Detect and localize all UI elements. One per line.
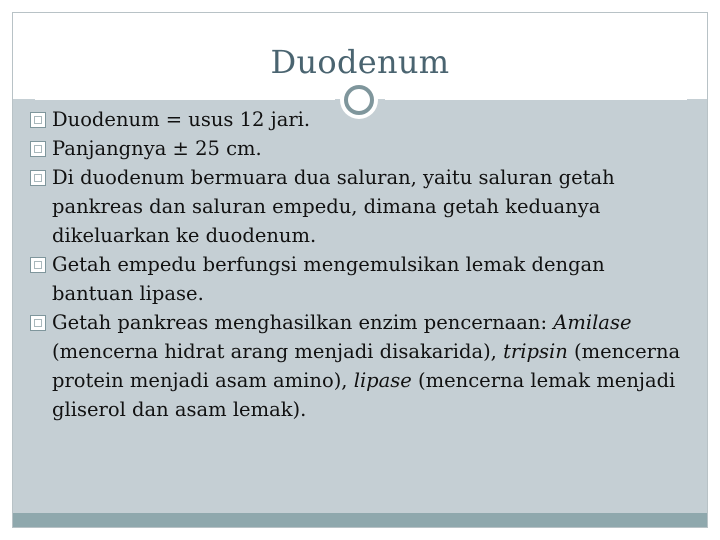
enzyme-tripsin-desc: (mencerna protein menjadi asam amino), <box>52 340 681 392</box>
divider-line-right <box>385 99 687 100</box>
enzyme-tripsin: tripsin <box>503 340 568 363</box>
slide-title: Duodenum <box>270 43 450 81</box>
list-item-text: Di duodenum bermuara dua saluran, yaitu saluran getah pankreas dan saluran empedu, dimana getah keduanya dikeluarkan ke duodenum. <box>52 166 615 247</box>
bullet-list <box>30 105 690 424</box>
list-item <box>30 308 690 424</box>
bullet-icon <box>30 141 46 157</box>
list-item-text: Panjangnya ± 25 cm. <box>52 137 262 160</box>
enzyme-lipase: lipase <box>353 369 412 392</box>
bullet-icon <box>30 170 46 186</box>
enzyme-amilase: Amilase <box>553 311 632 334</box>
list-item <box>30 250 690 308</box>
list-item <box>30 134 690 163</box>
list-item-text: Duodenum = usus 12 jari. <box>52 108 311 131</box>
list-item <box>30 163 690 250</box>
enzyme-lipase-desc: (mencerna lemak menjadi gliserol dan asam lemak). <box>52 369 676 421</box>
divider-line-left <box>35 99 335 100</box>
enzyme-amilase-desc: (mencerna hidrat arang menjadi disakarida), <box>52 340 497 363</box>
list-item-intro: Getah pankreas menghasilkan enzim pencernaan: <box>52 311 548 334</box>
footer-bar <box>13 513 707 527</box>
bullet-icon <box>30 315 46 331</box>
list-item <box>30 105 690 134</box>
list-item-text: Getah empedu berfungsi mengemulsikan lemak dengan bantuan lipase. <box>52 253 605 305</box>
bullet-icon <box>30 112 46 128</box>
bullet-icon <box>30 257 46 273</box>
